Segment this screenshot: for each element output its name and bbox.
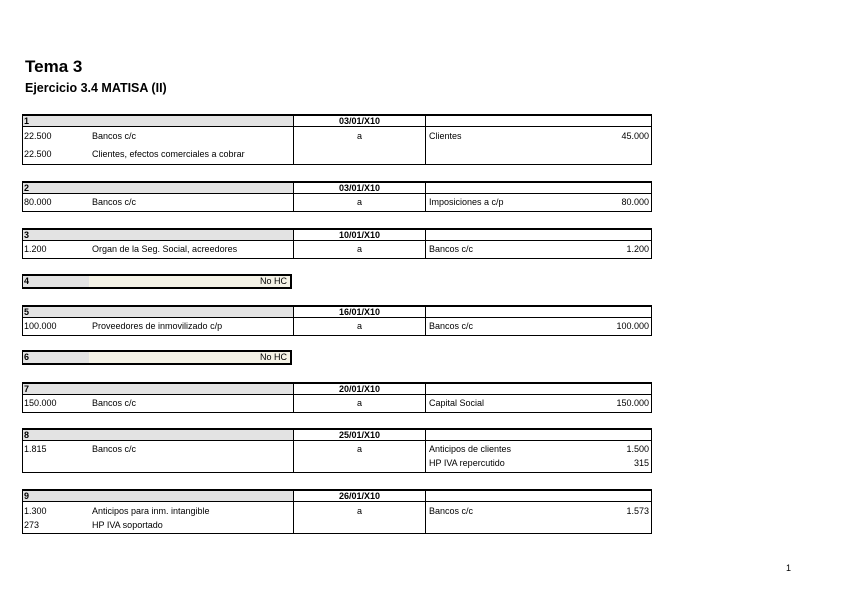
debit-account: Bancos c/c xyxy=(92,131,137,141)
debit-account: Anticipos para inm. intangible xyxy=(92,506,210,516)
page-number: 1 xyxy=(786,563,792,573)
entry-date: 20/01/X10 xyxy=(293,384,426,394)
entry-date: 26/01/X10 xyxy=(293,491,426,501)
credit-account: Imposiciones a c/p xyxy=(429,197,504,207)
debit-account: Bancos c/c xyxy=(92,398,137,408)
debit-amount: 100.000 xyxy=(24,321,57,331)
journal-entry-3 xyxy=(22,228,652,259)
debit-amount: 1.815 xyxy=(24,444,47,454)
entry-number: 1 xyxy=(24,116,30,126)
entry-number: 2 xyxy=(24,183,30,193)
entry-header xyxy=(22,489,652,502)
debit-account: Clientes, efectos comerciales a cobrar xyxy=(92,149,245,159)
entry-body xyxy=(22,502,652,534)
credit-amount: 150.000 xyxy=(616,398,649,408)
entry-header xyxy=(22,305,652,318)
journal-entry-1 xyxy=(22,114,652,165)
debit-account: Bancos c/c xyxy=(92,197,137,207)
a-connector: a xyxy=(356,321,362,331)
journal-entry-4-no-hc xyxy=(22,274,292,289)
debit-amount: 22.500 xyxy=(24,149,52,159)
a-connector: a xyxy=(356,444,362,454)
entry-number: 9 xyxy=(24,491,30,501)
a-connector: a xyxy=(356,244,362,254)
credit-amount: 1.500 xyxy=(626,444,649,454)
no-hc-note: No HC xyxy=(259,276,287,286)
a-connector: a xyxy=(356,506,362,516)
debit-amount: 1.200 xyxy=(24,244,47,254)
debit-amount: 22.500 xyxy=(24,131,52,141)
journal-entry-5 xyxy=(22,305,652,336)
entry-body xyxy=(22,194,652,212)
debit-amount: 273 xyxy=(24,520,40,530)
entry-header xyxy=(22,428,652,441)
exercise-subtitle: Ejercicio 3.4 MATISA (II) xyxy=(25,81,167,95)
entry-date: 16/01/X10 xyxy=(293,307,426,317)
credit-amount: 45.000 xyxy=(621,131,649,141)
credit-account: Bancos c/c xyxy=(429,244,474,254)
entry-number: 6 xyxy=(24,352,30,362)
credit-account: Anticipos de clientes xyxy=(429,444,512,454)
debit-amount: 150.000 xyxy=(24,398,57,408)
entry-body xyxy=(22,241,652,259)
debit-amount: 80.000 xyxy=(24,197,52,207)
credit-amount: 315 xyxy=(633,458,649,468)
entry-body xyxy=(22,318,652,336)
entry-number: 3 xyxy=(24,230,30,240)
debit-account: Organ de la Seg. Social, acreedores xyxy=(92,244,238,254)
credit-amount: 100.000 xyxy=(616,321,649,331)
entry-date: 03/01/X10 xyxy=(293,183,426,193)
entry-date: 03/01/X10 xyxy=(293,116,426,126)
entry-header xyxy=(22,114,652,127)
a-connector: a xyxy=(356,131,362,141)
page-title: Tema 3 xyxy=(25,57,83,76)
credit-account: HP IVA repercutido xyxy=(429,458,505,468)
debit-account: Bancos c/c xyxy=(92,444,137,454)
debit-account: HP IVA soportado xyxy=(92,520,163,530)
debit-account: Proveedores de inmovilizado c/p xyxy=(92,321,223,331)
entry-header xyxy=(22,228,652,241)
credit-amount: 1.573 xyxy=(626,506,649,516)
entry-body xyxy=(22,395,652,413)
entry-body xyxy=(22,441,652,473)
entry-header xyxy=(22,382,652,395)
entry-number: 5 xyxy=(24,307,30,317)
entry-number: 8 xyxy=(24,430,30,440)
entry-number: 4 xyxy=(24,276,30,286)
entry-header xyxy=(22,181,652,194)
credit-account: Bancos c/c xyxy=(429,321,474,331)
credit-account: Bancos c/c xyxy=(429,506,474,516)
a-connector: a xyxy=(356,197,362,207)
no-hc-note: No HC xyxy=(259,352,287,362)
journal-entry-9 xyxy=(22,489,652,534)
credit-amount: 80.000 xyxy=(621,197,649,207)
credit-account: Capital Social xyxy=(429,398,485,408)
entry-date: 10/01/X10 xyxy=(293,230,426,240)
entry-number: 7 xyxy=(24,384,30,394)
journal-entry-2 xyxy=(22,181,652,212)
debit-amount: 1.300 xyxy=(24,506,47,516)
entry-body xyxy=(22,127,652,165)
journal-entry-6-no-hc xyxy=(22,350,292,365)
a-connector: a xyxy=(356,398,362,408)
entry-date: 25/01/X10 xyxy=(293,430,426,440)
journal-entry-7 xyxy=(22,382,652,413)
credit-account: Clientes xyxy=(429,131,462,141)
journal-entry-8 xyxy=(22,428,652,473)
credit-amount: 1.200 xyxy=(626,244,649,254)
